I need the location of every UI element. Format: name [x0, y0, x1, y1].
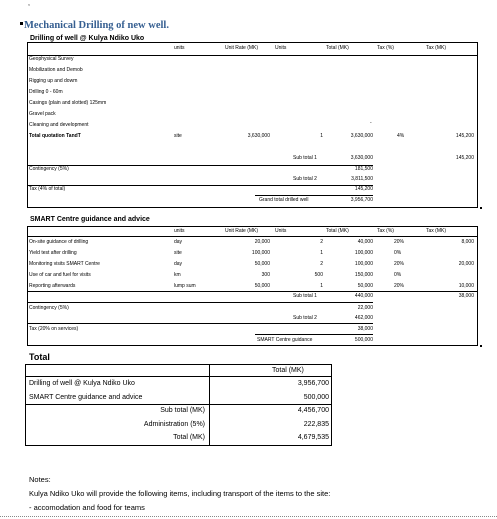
- cell: 0%: [394, 250, 402, 256]
- summary-value: 4,679,535: [297, 434, 329, 441]
- cell: 20%: [394, 261, 405, 267]
- label: SMART Centre guidance: [257, 337, 313, 343]
- divider: [255, 195, 373, 196]
- label: Sub total 2: [293, 176, 317, 182]
- total-row-value: 500,000: [303, 394, 329, 401]
- cell: 20,000: [458, 261, 474, 267]
- cell: 2: [320, 261, 323, 267]
- list-item: Rigging up and dowm: [29, 78, 78, 84]
- notes-line: - accomodation and food for teams: [29, 503, 145, 512]
- total-row-label: SMART Centre guidance and advice: [29, 394, 143, 401]
- notes-title: Notes:: [29, 475, 51, 484]
- list-item: Gravel pack: [29, 111, 56, 117]
- section1-table: [27, 42, 478, 208]
- divider: [209, 364, 210, 446]
- cell: Use of car and fuel for visits: [29, 272, 91, 278]
- summary-value: 222,835: [303, 421, 329, 428]
- cell: 462,000: [354, 315, 373, 321]
- col-qty: Units: [275, 228, 287, 234]
- page-title: Mechanical Drilling of new well.: [24, 20, 169, 31]
- cell: 8,000: [461, 239, 474, 245]
- page-divider: [0, 516, 497, 517]
- col-total: Total (MK): [326, 228, 349, 234]
- divider: [27, 302, 373, 303]
- total-section-title: Total: [29, 352, 50, 362]
- cell: 150,000: [354, 272, 373, 278]
- cell: day: [174, 239, 183, 245]
- margin-mark: [480, 345, 482, 347]
- cell: Yield test after drilling: [29, 250, 77, 256]
- cell: 3,630,000: [247, 133, 270, 139]
- label: Sub total 1: [293, 293, 317, 299]
- cell: 145,200: [455, 155, 474, 161]
- col-rate: Unit Rate (MK): [225, 45, 259, 51]
- cell: 4%: [397, 133, 405, 139]
- label: Contingency (5%): [29, 305, 69, 311]
- cell: 145,200: [455, 133, 474, 139]
- cell: Monitoring visits SMART Centre: [29, 261, 100, 267]
- notes-line: Kulya Ndiko Uko will provide the following items, including transport of the items to the site:: [29, 489, 331, 498]
- margin-mark: [480, 207, 482, 209]
- cell: 50,000: [254, 261, 270, 267]
- col-qty: Units: [275, 45, 287, 51]
- col-rate: Unit Rate (MK): [225, 228, 259, 234]
- divider: [27, 55, 478, 56]
- cell: 3,811,500: [351, 176, 373, 182]
- cell: 38,000: [458, 293, 474, 299]
- cell: 1: [320, 250, 323, 256]
- cell: 3,630,000: [350, 155, 373, 161]
- cell: 10,000: [458, 283, 474, 289]
- summary-label: Administration (5%): [143, 421, 205, 428]
- cell: 1: [320, 283, 323, 289]
- divider: [25, 376, 332, 377]
- section2-title: SMART Centre guidance and advice: [30, 216, 150, 223]
- divider: [27, 323, 373, 324]
- cell: Reporting afterwards: [29, 283, 76, 289]
- cell: 20%: [394, 283, 405, 289]
- cell: 100,000: [251, 250, 270, 256]
- section1-title: Drilling of well @ Kulya Ndiko Uko: [30, 35, 145, 42]
- quotation-label: Total quotation TandT: [29, 133, 81, 139]
- cell: 100,000: [354, 261, 373, 267]
- divider: [27, 236, 478, 237]
- cursor-mark: ,: [28, 0, 30, 7]
- total-row-label: Drilling of well @ Kulya Ndiko Uko: [29, 380, 135, 387]
- cell: On-site guidance of drilling: [29, 239, 89, 245]
- dash-mark: -: [370, 120, 372, 126]
- divider: [25, 404, 332, 405]
- cell: 38,000: [357, 326, 373, 332]
- label: Sub total 1: [293, 155, 317, 161]
- col-tax: Tax (MK): [426, 45, 446, 51]
- col-units: units: [174, 228, 185, 234]
- list-item: Drilling 0 - 60m: [29, 89, 63, 95]
- cell: 1: [320, 133, 323, 139]
- cell: 145,200: [354, 186, 373, 192]
- list-item: Casings (plain and slotted) 125mm: [29, 100, 107, 106]
- cell: 3,956,700: [350, 197, 373, 203]
- summary-value: 4,456,700: [297, 407, 329, 414]
- col-tax-pct: Tax (%): [377, 228, 394, 234]
- cell: 181,500: [354, 166, 373, 172]
- cell: 2: [320, 239, 323, 245]
- col-tax: Tax (MK): [426, 228, 446, 234]
- cell: 300: [261, 272, 270, 278]
- summary-label: Total (MK): [173, 434, 205, 441]
- col-total: Total (MK): [326, 45, 349, 51]
- list-item: Geophysical Survey: [29, 56, 74, 62]
- cell: 50,000: [254, 283, 270, 289]
- cell: 500,000: [354, 337, 373, 343]
- total-header: Total (MK): [272, 367, 304, 374]
- label: Contingency (5%): [29, 166, 69, 172]
- cell: 40,000: [357, 239, 373, 245]
- col-tax-pct: Tax (%): [377, 45, 394, 51]
- bullet-icon: [20, 22, 23, 25]
- cell: km: [174, 272, 181, 278]
- label: Grand total drilled well: [259, 197, 309, 203]
- divider: [27, 165, 373, 166]
- list-item: Cleaning and development: [29, 122, 89, 128]
- cell: 50,000: [357, 283, 373, 289]
- cell: 20%: [394, 239, 405, 245]
- cell: day: [174, 261, 183, 267]
- total-row-value: 3,956,700: [297, 380, 329, 387]
- label: Tax (4% of total): [29, 186, 66, 192]
- cell: 0%: [394, 272, 402, 278]
- col-units: units: [174, 45, 185, 51]
- divider: [255, 334, 373, 335]
- cell: 100,000: [354, 250, 373, 256]
- cell: 500: [314, 272, 323, 278]
- cell: 22,000: [357, 305, 373, 311]
- cell: site: [174, 133, 182, 139]
- divider: [27, 185, 373, 186]
- summary-label: Sub total (MK): [160, 407, 205, 414]
- list-item: Mobilization and Demob: [29, 67, 83, 73]
- label: Tax (20% on services): [29, 326, 79, 332]
- cell: lump sum: [174, 283, 196, 289]
- cell: 20,000: [254, 239, 270, 245]
- label: Sub total 2: [293, 315, 317, 321]
- cell: 3,630,000: [350, 133, 373, 139]
- cell: site: [174, 250, 182, 256]
- cell: 440,000: [354, 293, 373, 299]
- divider: [27, 291, 478, 292]
